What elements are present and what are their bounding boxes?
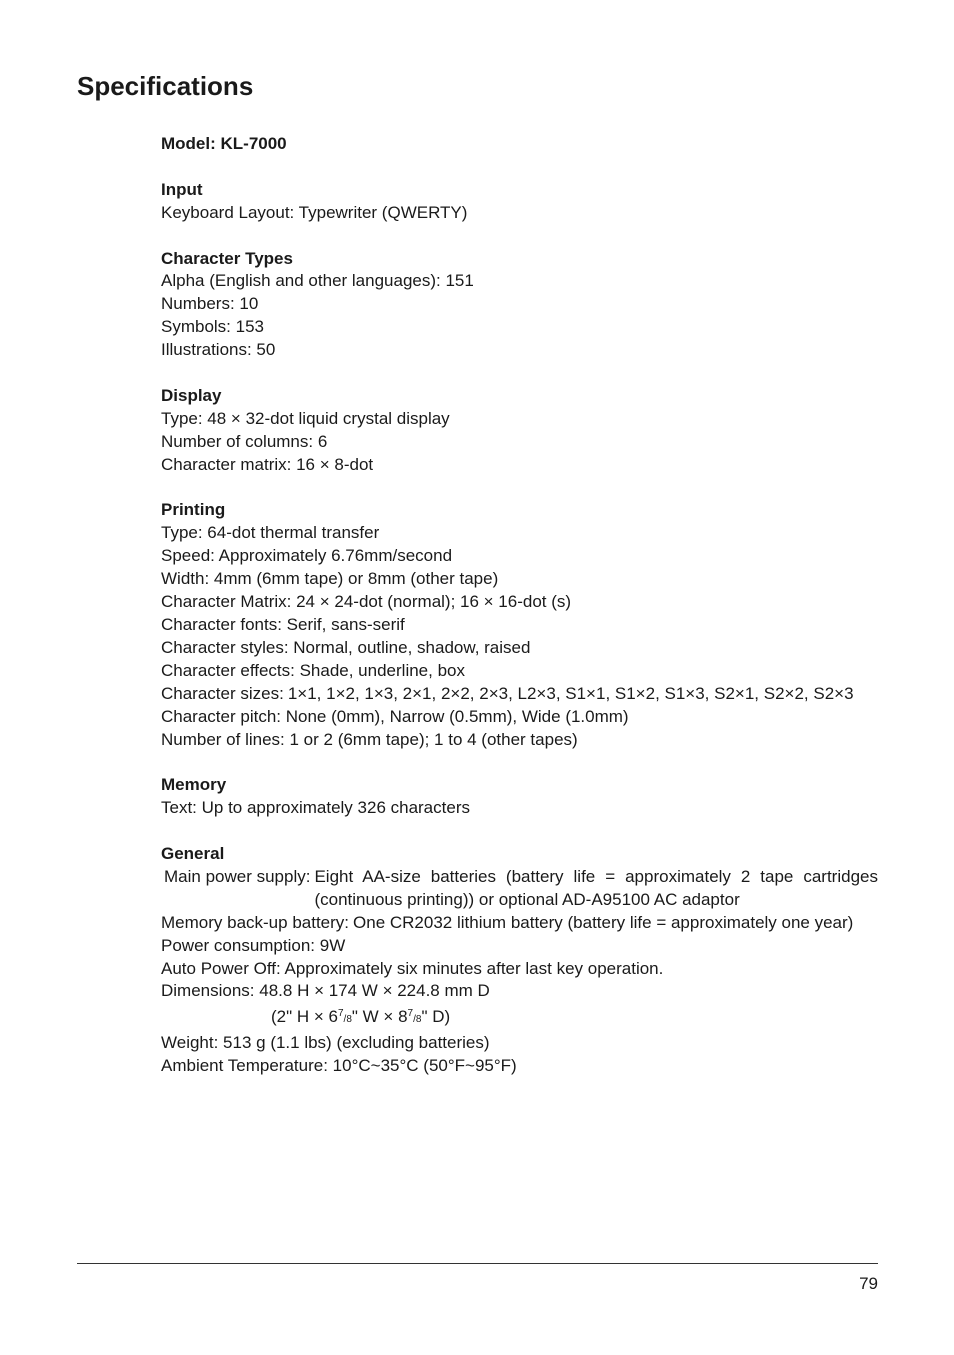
display-type: Type: 48 × 32-dot liquid crystal display — [161, 408, 450, 428]
number-of-lines: Number of lines: 1 or 2 (6mm tape); 1 to 4 (other tapes) — [161, 729, 578, 749]
dimensions-inches — [161, 1003, 878, 1032]
display-columns: Number of columns: 6 — [161, 431, 328, 451]
dim-fraction-2-num: 7 — [407, 1008, 414, 1020]
backup-battery-label: Memory back-up battery: — [161, 912, 350, 932]
page-title: Specifications — [77, 71, 254, 101]
numbers-count: Numbers: 10 — [161, 294, 259, 314]
dim-fraction-2 — [407, 1008, 422, 1026]
character-sizes-label: Character sizes: — [161, 683, 284, 703]
character-effects: Character effects: Shade, underline, box — [161, 660, 465, 680]
page-number: 79 — [859, 1274, 878, 1293]
power-consumption: Power consumption: 9W — [161, 935, 346, 955]
memory-backup-battery — [161, 912, 878, 935]
auto-power-off: Auto Power Off: Approximately six minutes after last key operation. — [161, 958, 664, 978]
footer-rule — [77, 1263, 878, 1264]
character-styles: Character styles: Normal, outline, shadow, raised — [161, 637, 531, 657]
character-sizes — [161, 683, 878, 706]
printing-speed: Speed: Approximately 6.76mm/second — [161, 546, 453, 566]
display-heading: Display — [161, 385, 222, 405]
printing-heading: Printing — [161, 500, 226, 520]
weight: Weight: 513 g (1.1 lbs) (excluding batteries) — [161, 1033, 490, 1053]
dim-in-part-1: (2" H × 6 — [271, 1007, 338, 1027]
alpha-count: Alpha (English and other languages): 151 — [161, 271, 474, 291]
keyboard-layout: Keyboard Layout: Typewriter (QWERTY) — [161, 202, 468, 222]
input-heading: Input — [161, 179, 203, 199]
printing-matrix: Character Matrix: 24 × 24-dot (normal); 16 × 16-dot (s) — [161, 592, 572, 612]
dim-in-part-3: " D) — [421, 1007, 451, 1027]
dim-fraction-1 — [337, 1008, 352, 1026]
dimensions-mm: Dimensions: 48.8 H × 174 W × 224.8 mm D — [161, 981, 490, 1001]
dim-fraction-2-den: /8 — [413, 1014, 422, 1026]
model-line: Model: KL-7000 — [161, 134, 287, 153]
memory-text: Text: Up to approximately 326 characters — [161, 798, 470, 818]
main-power-label: Main power supply: — [164, 866, 311, 886]
character-types-heading: Character Types — [161, 248, 293, 268]
display-matrix: Character matrix: 16 × 8-dot — [161, 454, 374, 474]
symbols-count: Symbols: 153 — [161, 317, 264, 337]
character-pitch: Character pitch: None (0mm), Narrow (0.5mm), Wide (1.0mm) — [161, 706, 629, 726]
backup-battery-value: One CR2032 lithium battery (battery life = approximately one year) — [353, 912, 854, 932]
character-fonts: Character fonts: Serif, sans-serif — [161, 614, 405, 634]
dim-fraction-1-den: /8 — [343, 1014, 352, 1026]
memory-heading: Memory — [161, 775, 227, 795]
printing-type: Type: 64-dot thermal transfer — [161, 523, 380, 543]
specifications-content — [161, 133, 878, 1078]
illustrations-count: Illustrations: 50 — [161, 340, 276, 360]
character-sizes-value: 1×1, 1×2, 1×3, 2×1, 2×2, 2×3, L2×3, S1×1, S1×2, S1×3, S2×1, S2×2, S2×3 — [287, 683, 854, 703]
dim-fraction-1-num: 7 — [337, 1008, 344, 1020]
printing-width: Width: 4mm (6mm tape) or 8mm (other tape) — [161, 569, 499, 589]
ambient-temperature: Ambient Temperature: 10°C~35°C (50°F~95°F) — [161, 1056, 517, 1076]
dim-in-part-2: " W × 8 — [351, 1007, 408, 1027]
main-power-supply — [161, 866, 878, 912]
main-power-value: Eight AA-size batteries (battery life = approximately 2 tape cartridges (continuous printing)) or optional AD-A95100 AC adaptor — [314, 866, 878, 909]
general-heading: General — [161, 844, 225, 863]
